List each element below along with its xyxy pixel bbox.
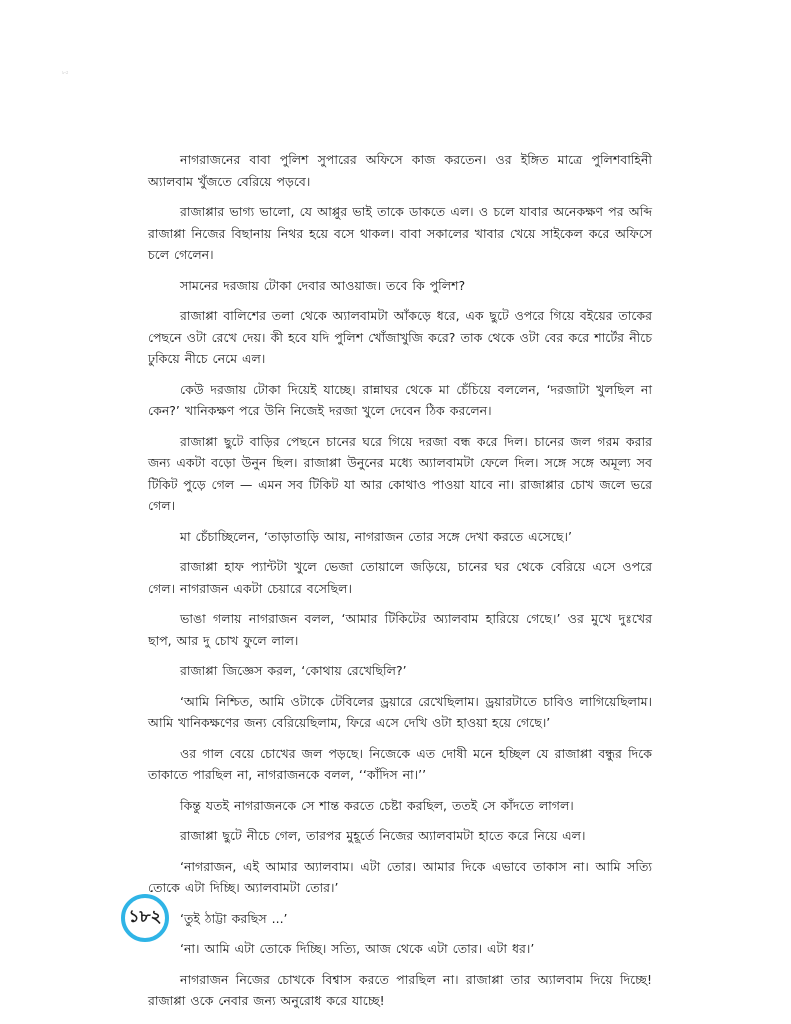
paragraph: ‘না। আমি এটা তোকে দিচ্ছি। সত্যি, আজ থেকে এটা তোর। এটা ধর।’ bbox=[180, 941, 535, 956]
page-body bbox=[148, 149, 652, 1021]
paragraph: ‘আমি নিশ্চিত, আমি ওটাকে টেবিলের ড্রয়ারে রেখেছিলাম। ড্রয়ারটাতে চাবিও লাগিয়েছিলাম। আমি খানিকক্ষণের জন্য বেরিয়েছিলাম, ফিরে এসে দেখি ওটা হাওয়া হয়ে গেছে।’ bbox=[148, 693, 652, 730]
paragraph: ভাঙা গলায় নাগরাজন বলল, ‘আমার টিকিটের অ্যালবাম হারিয়ে গেছে।’ ওর মুখে দুঃখের ছাপ, আর দু চোখ ফুলে লাল। bbox=[148, 611, 652, 648]
paragraph: রাজাপ্পা জিজ্ঞেস করল, ‘কোথায় রেখেছিলি?’ bbox=[180, 663, 407, 678]
paragraph: রাজাপ্পার ভাগ্য ভালো, যে আপ্পুর ভাই তাকে ডাকতে এল। ও চলে যাবার অনেকক্ষণ পর অব্দি রাজাপ্পা নিজের বিছানায় নিথর হয়ে বসে থাকল। বাবা সকালের খাবার খেয়ে সাইকেল করে অফিসে চলে গেলেন। bbox=[148, 204, 652, 262]
paragraph: রাজাপ্পা বালিশের তলা থেকে অ্যালবামটা আঁকড়ে ধরে, এক ছুটে ওপরে গিয়ে বইয়ের তাকের পেছনে ওটা রেখে দেয়। কী হবে যদি পুলিশ খোঁজাখুজি করে? তাক থেকে ওটা বের করে শার্টের নীচে ঢুকিয়ে নীচে নেমে এল। bbox=[148, 308, 652, 366]
paragraph: রাজাপ্পা হাফ প্যান্টটা খুলে ভেজা তোয়ালে জড়িয়ে, চানের ঘর থেকে বেরিয়ে এসে ওপরে গেল। নাগরাজন একটা চেয়ারে বসেছিল। bbox=[148, 559, 652, 596]
corner-mark: ৮৫ bbox=[62, 70, 69, 76]
paragraph: ‘নাগরাজন, এই আমার অ্যালবাম। এটা তোর। আমার দিকে এভাবে তাকাস না। আমি সত্যি তোকে এটা দিচ্ছি। অ্যালবামটা তোর।’ bbox=[148, 858, 652, 895]
page-number: ১৮২ bbox=[128, 907, 162, 927]
paragraph: নাগরাজনের বাবা পুলিশ সুপারের অফিসে কাজ করতেন। ওর ইঙ্গিত মাত্রে পুলিশবাহিনী অ্যালবাম খুঁজতে বেরিয়ে পড়বে। bbox=[148, 152, 652, 189]
paragraph: কিন্তু যতই নাগরাজনকে সে শান্ত করতে চেষ্টা করছিল, ততই সে কাঁদতে লাগল। bbox=[180, 797, 574, 813]
paragraph: ওর গাল বেয়ে চোখের জল পড়ছে। নিজেকে এত দোষী মনে হচ্ছিল যে রাজাপ্পা বন্ধুর দিকে তাকাতে পারছিল না, নাগরাজনকে বলল, ‘‘কাঁদিস না।’’ bbox=[148, 745, 652, 782]
paragraph: কেউ দরজায় টোকা দিয়েই যাচ্ছে। রান্নাঘর থেকে মা চেঁচিয়ে বললেন, ‘দরজাটা খুলছিল না কেন?’ খানিকক্ষণ পরে উনি নিজেই দরজা খুলে দেবেন ঠিক করলেন। bbox=[148, 381, 652, 418]
page-number-badge bbox=[121, 894, 169, 942]
paragraph: নাগরাজন নিজের চোখকে বিশ্বাস করতে পারছিল না। রাজাপ্পা তার অ্যালবাম দিয়ে দিচ্ছে! রাজাপ্পা ওকে নেবার জন্য অনুরোধ করে যাচ্ছে! bbox=[148, 971, 652, 1008]
paragraph: সামনের দরজায় টোকা দেবার আওয়াজ। তবে কি পুলিশ? bbox=[180, 277, 466, 293]
paragraph: রাজাপ্পা ছুটে নীচে গেল, তারপর মুহূর্তে নিজের অ্যালবামটা হাতে করে নিয়ে এল। bbox=[180, 828, 586, 843]
paragraph: রাজাপ্পা ছুটে বাড়ির পেছনে চানের ঘরে গিয়ে দরজা বন্ধ করে দিল। চানের জল গরম করার জন্য একটা বড়ো উনুন ছিল। রাজাপ্পা উনুনের মধ্যে অ্যালবামটা ফেলে দিল। সঙ্গে সঙ্গে অমূল্য সব টিকিট পুড়ে গেল — এমন সব টিকিট যা আর কোথাও পাওয়া যাবে না। রাজাপ্পার চোখ জলে ভরে গেল। bbox=[148, 433, 652, 513]
paragraph: মা চেঁচাচ্ছিলেন, ‘তাড়াতাড়ি আয়, নাগরাজন তোর সঙ্গে দেখা করতে এসেছে।’ bbox=[180, 528, 572, 544]
paragraph: ‘তুই ঠাট্টা করছিস ...’ bbox=[180, 910, 288, 926]
